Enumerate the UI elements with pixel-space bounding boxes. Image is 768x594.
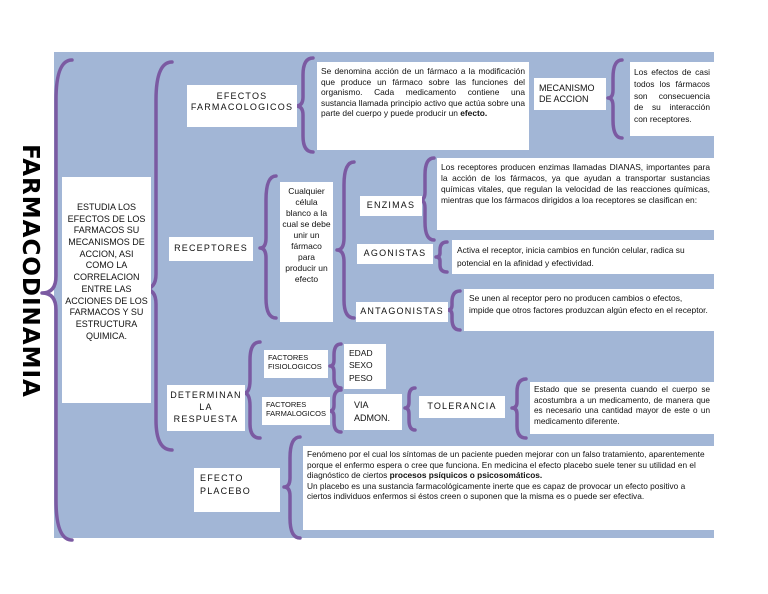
efecto-placebo-label: EFECTO PLACEBO [194, 468, 280, 512]
determinan-respuesta-label: DETERMINAN LA RESPUESTA [167, 385, 245, 431]
antagonistas-desc: Se unen al receptor pero no producen cambios o efectos, impide que otros factores produzcan algún efecto en el receptor. [464, 289, 714, 331]
brace-antagonistas [448, 291, 460, 330]
brace-respuesta [244, 342, 260, 438]
antagonistas-label: ANTAGONISTAS [356, 302, 448, 322]
tolerancia-desc: Estado que se presenta cuando el cuerpo se acostumbra a un medicamento, de manera que es necesario una cantidad mayor de este o un medicamento diferente. [530, 382, 714, 434]
receptores-definition: Cualquier célula blanco a la cual se debe unir un fármaco para producir un efecto [280, 182, 333, 322]
main-definition-box: ESTUDIA LOS EFECTOS DE LOS FARMACOS SU MECANISMOS DE ACCION, ASI COMO LA CORRELACION ENTRE LAS ACCIONES DE LOS FARMACOS Y SU ESTRUCTURA QUIMICA. [62, 177, 151, 403]
mecanismo-accion-label: MECANISMO DE ACCION [534, 78, 606, 110]
tolerancia-label: TOLERANCIA [419, 396, 505, 418]
brace-tipos [337, 162, 354, 318]
mecanismo-accion-desc: Los efectos de casi todos los fármacos son consecuencia de su interacción con receptores. [630, 62, 714, 136]
brace-receptores [260, 176, 276, 318]
brace-fisiologicos [330, 344, 341, 388]
factores-fisiologicos-values: EDAD SEXO PESO [344, 344, 386, 389]
efectos-farmacologicos-label: EFECTOS FARMACOLOGICOS [187, 85, 297, 127]
brace-efectos [296, 58, 313, 152]
efecto-placebo-desc: Fenómeno por el cual los síntomas de un paciente pueden mejorar con un falso tratamiento, aparentemente porque el enfermo espera o cree que funciona. En medicina el efecto placebo suele tener su utilidad en el diagnóstico de ciertos procesos psíquicos o psicosomáticos. Un placebo es una sustancia farmacológicamente inerte que es capaz de provocar un efecto positivo a ciertos individuos enfermos si éstos creen o suponen que la misma es o puede ser efectiva. [303, 446, 714, 530]
factores-fisiologicos-label: FACTORES FISIOLOGICOS [264, 350, 328, 378]
brace-farmalogicos [330, 390, 341, 432]
factores-farmalogicos-label: FACTORES FARMALOGICOS [262, 397, 330, 425]
brace-via [405, 388, 415, 430]
brace-placebo [284, 437, 300, 538]
efectos-farmacologicos-desc: Se denomina acción de un fármaco a la modificación que produce un fármaco sobre las funciones del organismo. Cada medicamento contiene una sustancia llamada principio activo que actúa sobre una parte del cuerpo y puede producir un efecto. [317, 62, 529, 150]
via-admon-label: VIA ADMON. [344, 394, 402, 430]
brace-tolerancia [512, 379, 526, 438]
receptores-label: RECEPTORES [169, 237, 253, 261]
agonistas-label: AGONISTAS [357, 244, 433, 264]
brace-agonistas [436, 242, 447, 272]
brace-mecanismo [608, 60, 622, 138]
enzimas-desc: Los receptores producen enzimas llamadas DIANAS, importantes para la acción de los fármacos, ya que ayudan a transportar sustancias químicas vitales, que regulan la velocidad de las reacciones químicas, mientras que los fármacos dirigidos a loa receptores se clasifican en: [437, 158, 714, 230]
enzimas-label: ENZIMAS [360, 196, 422, 216]
agonistas-desc: Activa el receptor, inicia cambios en función celular, radica su potencial en la afinidad y efectividad. [452, 240, 714, 274]
brace-enzimas [420, 158, 434, 240]
diagram-title: FARMACODINAMIA [17, 144, 43, 398]
